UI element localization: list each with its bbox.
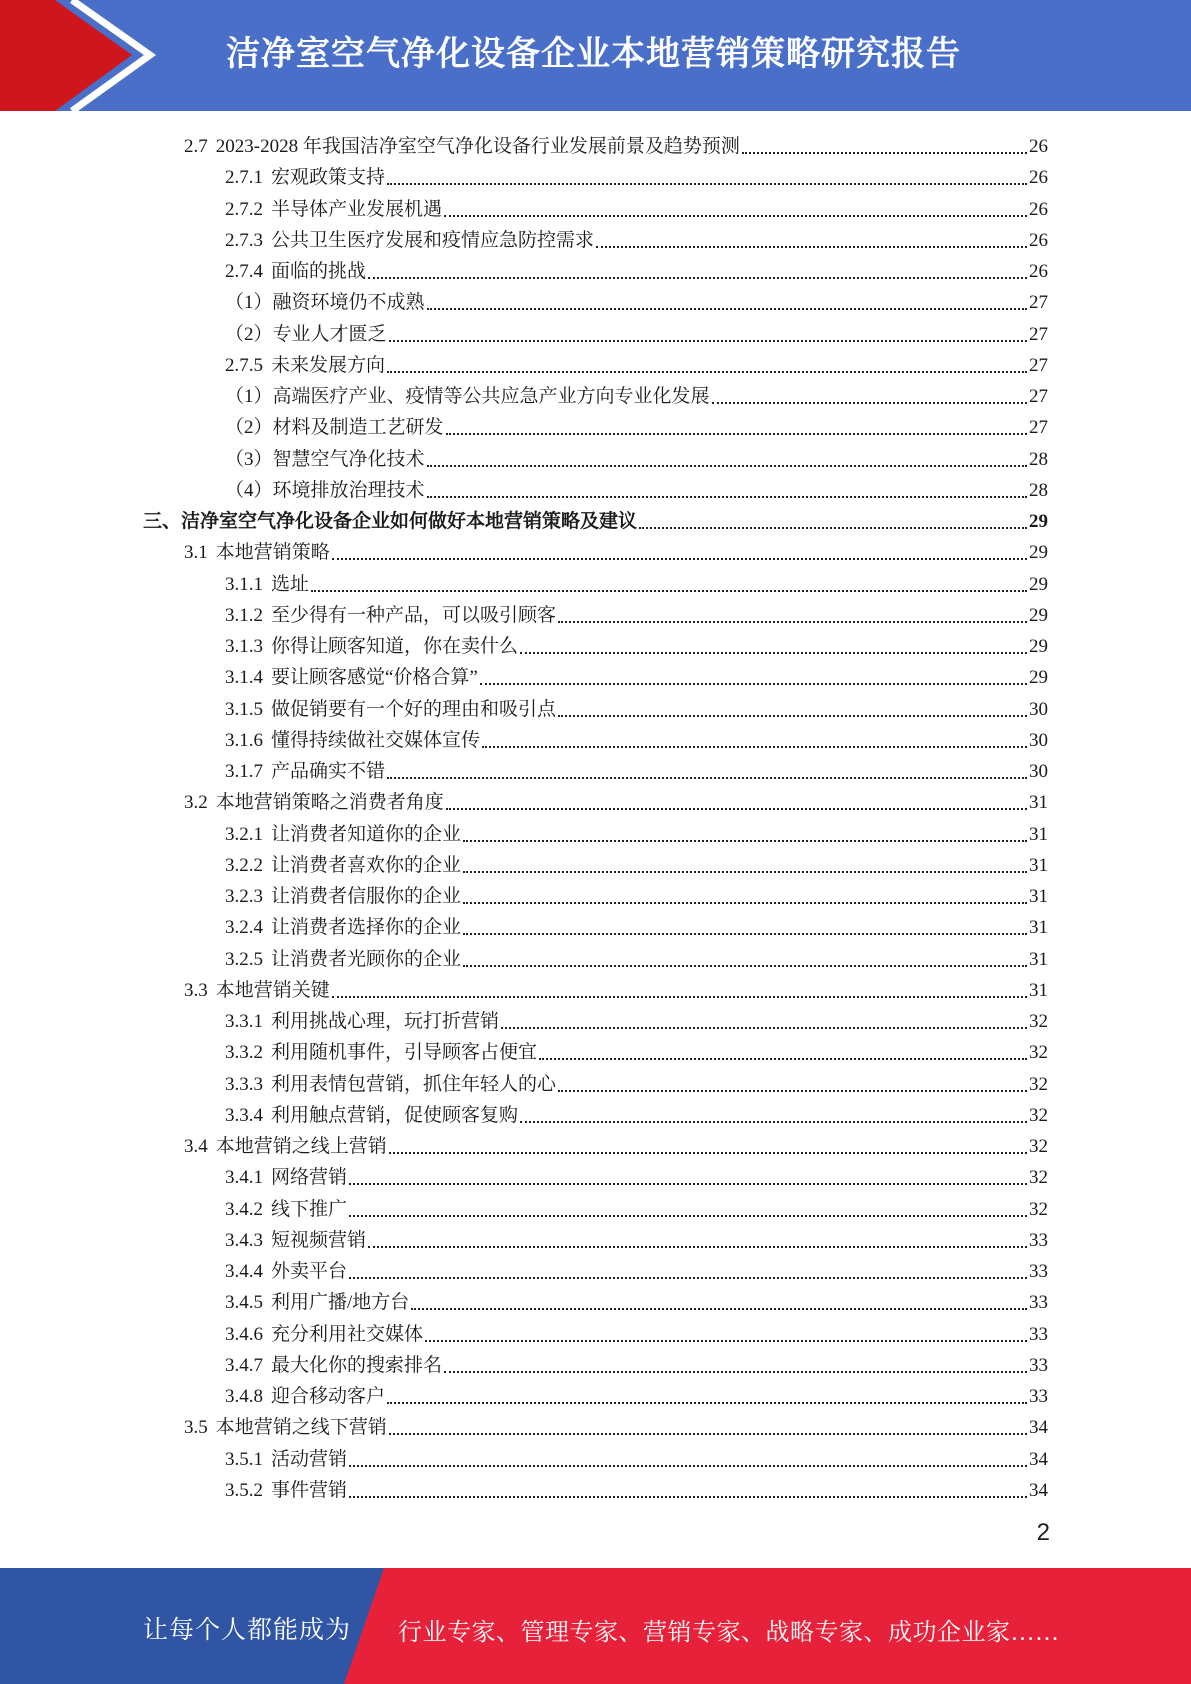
toc-entry-title: 外卖平台	[271, 1261, 348, 1282]
toc-entry-page: 32	[1029, 1042, 1048, 1064]
toc-leader-dots	[558, 1090, 1027, 1092]
toc-entry[interactable]	[225, 1284, 1048, 1315]
toc-entry-title: 公共卫生医疗发展和疫情应急防控需求	[271, 229, 595, 251]
toc-leader-dots	[311, 590, 1027, 592]
footer-slogan-right: 行业专家、管理专家、营销专家、战略专家、成功企业家……	[398, 1620, 1060, 1646]
toc-leader-dots	[387, 777, 1027, 779]
toc-entry[interactable]	[225, 378, 1048, 409]
toc-entry-title: 利用挑战心理，玩打折营销	[271, 1011, 500, 1032]
toc-entry-title: 洁净室空气净化设备企业如何做好本地营销策略及建议	[181, 511, 638, 532]
toc-entry-title: 利用触点营销，促使顾客复购	[271, 1104, 519, 1126]
toc-entry-number: 3.1.3	[225, 636, 263, 657]
toc-leader-dots	[463, 902, 1027, 904]
toc-entry-page: 31	[1029, 823, 1048, 845]
toc-entry-title: 宏观政策支持	[271, 167, 386, 189]
toc-entry-number: 3.4	[184, 1136, 208, 1157]
toc-entry-page: 26	[1029, 229, 1048, 251]
toc-leader-dots	[389, 340, 1027, 342]
toc-leader-dots	[463, 871, 1027, 873]
toc-entry-title: 本地营销关键	[215, 979, 330, 1001]
toc-entry-page: 27	[1029, 354, 1048, 376]
toc-entry[interactable]	[225, 597, 1048, 628]
toc-entry-title: 线下推广	[271, 1198, 348, 1220]
toc-leader-dots	[332, 558, 1027, 560]
toc-leader-dots	[463, 933, 1027, 935]
toc-entry-number: 3.4.8	[225, 1386, 263, 1407]
toc-entry-page: 33	[1029, 1261, 1048, 1282]
toc-leader-dots	[427, 465, 1027, 467]
toc-entry[interactable]	[225, 441, 1048, 472]
toc-leader-dots	[427, 308, 1027, 310]
toc-entry[interactable]	[225, 909, 1048, 940]
toc-entry-page: 33	[1029, 1386, 1048, 1407]
toc-entry[interactable]	[225, 1347, 1048, 1378]
toc-entry[interactable]	[184, 1409, 1048, 1440]
toc-entry-number: 3.2.3	[225, 886, 263, 907]
toc-entry-title: 利用广播/地方台	[271, 1292, 410, 1314]
toc-entry-page: 27	[1029, 292, 1048, 314]
toc-leader-dots	[349, 1465, 1027, 1467]
toc-entry-number: 3.2	[184, 792, 208, 814]
toc-entry[interactable]	[225, 722, 1048, 753]
toc-entry-number: 3.1.5	[225, 698, 263, 720]
toc-entry-title: 选址	[271, 573, 310, 595]
toc-entry-title: 材料及制造工艺研发	[272, 417, 444, 439]
toc-entry[interactable]	[225, 316, 1048, 347]
toc-entry-title: 未来发展方向	[271, 354, 386, 376]
toc-entry-number: 2.7.2	[225, 198, 263, 220]
toc-entry-title: 至少得有一种产品，可以吸引顾客	[271, 604, 557, 626]
toc-entry-number: 3.4.1	[225, 1167, 263, 1189]
toc-leader-dots	[539, 1058, 1027, 1060]
toc-leader-dots	[742, 152, 1027, 154]
toc-entry-number: 3.2.2	[225, 854, 263, 876]
toc-entry-page: 34	[1029, 1448, 1048, 1470]
toc-entry-number: （3）	[225, 448, 273, 470]
toc-entry-page: 32	[1029, 1136, 1048, 1157]
toc-entry-title: 懂得持续做社交媒体宣传	[271, 729, 481, 751]
toc-entry-number: 2.7	[184, 136, 208, 157]
toc-leader-dots	[712, 402, 1027, 404]
toc-entry[interactable]	[184, 972, 1048, 1003]
toc-entry-page: 27	[1029, 323, 1048, 345]
toc-leader-dots	[444, 1371, 1027, 1373]
toc-leader-dots	[411, 1308, 1027, 1310]
toc-entry[interactable]	[184, 128, 1048, 159]
toc-leader-dots	[463, 840, 1027, 842]
toc-entry[interactable]	[225, 1191, 1048, 1222]
toc-leader-dots	[368, 277, 1027, 279]
toc-entry-title: 让消费者信服你的企业	[271, 886, 462, 907]
toc-entry-page: 29	[1029, 573, 1048, 595]
toc-entry-number: （1）	[225, 292, 273, 314]
toc-entry-title: 本地营销策略	[215, 542, 330, 564]
toc-entry[interactable]	[225, 1222, 1048, 1253]
toc-entry-title: 迎合移动客户	[271, 1386, 386, 1407]
toc-entry-number: 3.4.6	[225, 1323, 263, 1345]
toc-leader-dots	[480, 683, 1027, 685]
toc-entry-title: 让消费者选择你的企业	[271, 917, 462, 939]
toc-leader-dots	[446, 433, 1027, 435]
toc-entry[interactable]	[225, 1472, 1048, 1503]
toc-entry-title: 本地营销之线下营销	[215, 1417, 387, 1439]
toc-entry[interactable]	[184, 534, 1048, 565]
toc-entry-number: （2）	[225, 323, 273, 345]
toc-leader-dots	[427, 496, 1027, 498]
toc-entry-page: 33	[1029, 1292, 1048, 1314]
toc-entry[interactable]	[225, 1066, 1048, 1097]
toc-leader-dots	[596, 246, 1027, 248]
toc-entry[interactable]	[225, 222, 1048, 253]
toc-entry[interactable]	[225, 847, 1048, 878]
toc-entry-title: 高端医疗产业、疫情等公共应急产业方向专业化发展	[272, 386, 710, 407]
toc-entry-page: 28	[1029, 448, 1048, 470]
footer-slogan-left: 让每个人都能成为	[143, 1617, 352, 1644]
toc-entry-page: 31	[1029, 886, 1048, 907]
toc-entry-page: 29	[1029, 604, 1048, 626]
toc-entry-page: 32	[1029, 1073, 1048, 1095]
toc-entry[interactable]	[225, 284, 1048, 315]
toc-leader-dots	[349, 1183, 1027, 1185]
toc-entry-page: 33	[1029, 1354, 1048, 1376]
document-title: 洁净室空气净化设备企业本地营销策略研究报告	[226, 34, 961, 74]
toc-entry[interactable]	[225, 566, 1048, 597]
toc-entry-title: 半导体产业发展机遇	[271, 198, 443, 220]
toc-entry-title: 专业人才匮乏	[272, 323, 387, 345]
toc-entry-page: 34	[1029, 1417, 1048, 1439]
toc-entry-number: 3.4.7	[225, 1354, 263, 1376]
toc-entry[interactable]	[225, 347, 1048, 378]
toc-entry-page: 27	[1029, 386, 1048, 407]
page-number: 2	[1036, 1519, 1050, 1546]
toc-entry-title: 活动营销	[271, 1448, 348, 1470]
toc-entry-page: 32	[1029, 1104, 1048, 1126]
toc-entry-number: 2.7.3	[225, 229, 263, 251]
toc-leader-dots	[387, 1402, 1027, 1404]
toc-entry-number: 3.3.1	[225, 1011, 263, 1032]
page-header	[0, 0, 1191, 111]
toc-entry[interactable]	[225, 409, 1048, 440]
toc-entry-page: 29	[1029, 542, 1048, 564]
toc-entry-page: 33	[1029, 1229, 1048, 1251]
toc-entry-number: 2.7.5	[225, 354, 263, 376]
toc-leader-dots	[520, 652, 1027, 654]
toc-entry-number: （2）	[225, 417, 273, 439]
toc-entry[interactable]	[225, 1316, 1048, 1347]
toc-entry-page: 26	[1029, 136, 1048, 157]
toc-entry-title: 智慧空气净化技术	[272, 448, 425, 470]
toc-entry-number: 3.2.4	[225, 917, 263, 939]
toc-entry-title: 你得让顾客知道，你在卖什么	[271, 636, 519, 657]
page-footer	[0, 1568, 1191, 1684]
toc-entry[interactable]	[225, 1378, 1048, 1409]
toc-entry-number: 3.4.5	[225, 1292, 263, 1314]
toc-entry-number: 3.1.7	[225, 761, 263, 782]
toc-entry-title: 充分利用社交媒体	[271, 1323, 424, 1345]
toc-entry-title: 利用随机事件，引导顾客占便宜	[271, 1042, 538, 1064]
toc-leader-dots	[482, 746, 1027, 748]
toc-entry-title: 让消费者知道你的企业	[271, 823, 462, 845]
toc-entry-number: 3.5.1	[225, 1448, 263, 1470]
toc-leader-dots	[501, 1027, 1027, 1029]
toc-leader-dots	[332, 996, 1027, 998]
toc-leader-dots	[446, 808, 1027, 810]
toc-leader-dots	[349, 1277, 1027, 1279]
toc-leader-dots	[639, 527, 1027, 529]
toc-entry[interactable]	[184, 784, 1048, 815]
toc-entry-number: （1）	[225, 386, 273, 407]
toc-entry[interactable]	[225, 753, 1048, 784]
toc-entry-title: 本地营销之线上营销	[215, 1136, 387, 1157]
toc-entry-page: 32	[1029, 1198, 1048, 1220]
toc-entry-page: 30	[1029, 698, 1048, 720]
toc-entry-page: 29	[1029, 636, 1048, 657]
toc-leader-dots	[425, 1340, 1027, 1342]
toc-entry-title: 短视频营销	[271, 1229, 367, 1251]
toc-entry-page: 30	[1029, 729, 1048, 751]
toc-entry-page: 32	[1029, 1011, 1048, 1032]
toc-entry-title: 利用表情包营销，抓住年轻人的心	[271, 1073, 557, 1095]
toc-entry-title: 面临的挑战	[271, 261, 367, 282]
toc-entry[interactable]	[225, 472, 1048, 503]
toc-entry-number: 3.1.1	[225, 573, 263, 595]
toc-entry-number: 3.4.3	[225, 1229, 263, 1251]
toc-leader-dots	[558, 715, 1027, 717]
toc-leader-dots	[349, 1496, 1027, 1498]
toc-entry-page: 33	[1029, 1323, 1048, 1345]
toc-leader-dots	[389, 1152, 1027, 1154]
toc-entry-page: 31	[1029, 948, 1048, 970]
toc-entry-page: 26	[1029, 167, 1048, 189]
toc-entry-title: 事件营销	[271, 1479, 348, 1501]
toc-entry-number: 3.1.2	[225, 604, 263, 626]
toc-entry[interactable]	[225, 816, 1048, 847]
toc-entry-page: 26	[1029, 198, 1048, 220]
toc-entry-number: 2.7.4	[225, 261, 263, 282]
toc-entry[interactable]	[225, 1253, 1048, 1284]
toc-entry-number: 3.3.4	[225, 1104, 263, 1126]
toc-entry-page: 31	[1029, 979, 1048, 1001]
toc-entry[interactable]	[225, 253, 1048, 284]
toc-entry-number: 3.5.2	[225, 1479, 263, 1501]
toc-entry-number: 2.7.1	[225, 167, 263, 189]
toc-leader-dots	[558, 621, 1027, 623]
toc-entry-title: 产品确实不错	[271, 761, 386, 782]
toc-entry[interactable]	[225, 878, 1048, 909]
toc-entry[interactable]	[225, 159, 1048, 190]
toc-entry-number: 3.2.1	[225, 823, 263, 845]
toc-entry-number: 3.3.3	[225, 1073, 263, 1095]
toc-entry-title: 网络营销	[271, 1167, 348, 1189]
toc-entry[interactable]	[225, 628, 1048, 659]
toc-entry-page: 32	[1029, 1167, 1048, 1189]
toc-leader-dots	[387, 183, 1027, 185]
toc-entry-title: 2023-2028 年我国洁净室空气净化设备行业发展前景及趋势预测	[215, 136, 740, 157]
toc-entry-page: 27	[1029, 417, 1048, 439]
toc-leader-dots	[387, 371, 1027, 373]
toc-entry-page: 31	[1029, 854, 1048, 876]
toc-entry[interactable]	[225, 691, 1048, 722]
toc-leader-dots	[368, 1246, 1027, 1248]
toc-entry-title: 做促销要有一个好的理由和吸引点	[271, 698, 557, 720]
toc-entry-title: 让消费者喜欢你的企业	[271, 854, 462, 876]
toc-entry-page: 31	[1029, 917, 1048, 939]
toc-leader-dots	[389, 1433, 1027, 1435]
toc-entry[interactable]	[225, 659, 1048, 690]
toc-entry-page: 29	[1029, 511, 1048, 532]
toc-entry[interactable]	[225, 191, 1048, 222]
toc-leader-dots	[520, 1121, 1027, 1123]
toc-entry-number: 3.2.5	[225, 948, 263, 970]
toc-entry[interactable]	[184, 1128, 1048, 1159]
toc-entry-number: 3.4.4	[225, 1261, 263, 1282]
toc-entry[interactable]	[143, 503, 1048, 534]
toc-entry-number: （4）	[225, 479, 273, 501]
toc-entry[interactable]	[225, 1003, 1048, 1034]
toc-leader-dots	[463, 965, 1027, 967]
toc-entry-number: 三、	[143, 511, 182, 532]
toc-entry-number: 3.1.6	[225, 729, 263, 751]
toc-entry-title: 最大化你的搜索排名	[271, 1354, 443, 1376]
toc-entry-page: 30	[1029, 761, 1048, 782]
toc-entry-title: 让消费者光顾你的企业	[271, 948, 462, 970]
toc-entry-page: 28	[1029, 479, 1048, 501]
toc-entry-page: 26	[1029, 261, 1048, 282]
toc-entry-title: 融资环境仍不成熟	[272, 292, 425, 314]
toc-entry-number: 3.4.2	[225, 1198, 263, 1220]
toc-entry-title: 环境排放治理技术	[272, 479, 425, 501]
toc-entry-page: 34	[1029, 1479, 1048, 1501]
toc-entry[interactable]	[225, 1441, 1048, 1472]
toc-entry-title: 本地营销策略之消费者角度	[215, 792, 444, 814]
toc-leader-dots	[444, 215, 1027, 217]
toc-entry-number: 3.3	[184, 979, 208, 1001]
toc-entry[interactable]	[225, 1159, 1048, 1190]
toc-entry-number: 3.5	[184, 1417, 208, 1439]
toc-entry[interactable]	[225, 1097, 1048, 1128]
toc-leader-dots	[349, 1215, 1027, 1217]
toc-entry[interactable]	[225, 1034, 1048, 1065]
toc-entry-title: 要让顾客感觉“价格合算”	[271, 667, 478, 689]
toc-entry-page: 31	[1029, 792, 1048, 814]
toc-entry-page: 29	[1029, 667, 1048, 689]
toc-entry-number: 3.3.2	[225, 1042, 263, 1064]
toc-entry-number: 3.1.4	[225, 667, 263, 689]
toc-entry[interactable]	[225, 941, 1048, 972]
toc-entry-number: 3.1	[184, 542, 208, 564]
